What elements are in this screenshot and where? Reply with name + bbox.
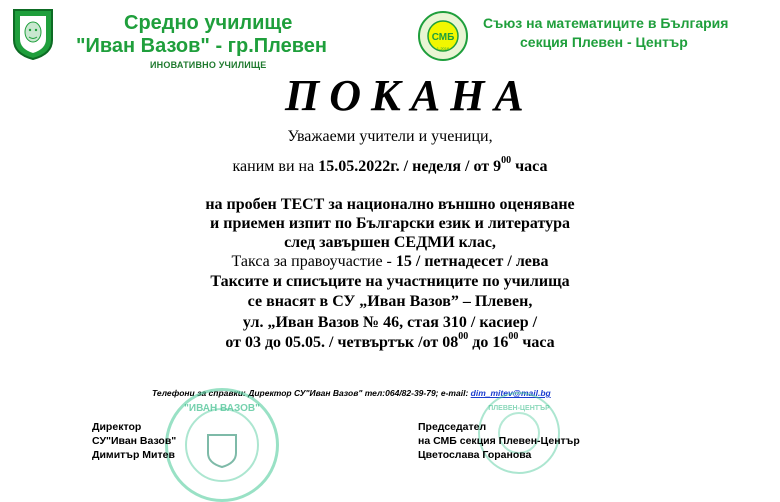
email-link[interactable]: dim_mitev@mail.bg [470,388,551,398]
school-logo [12,6,54,60]
director-signature-block [92,420,176,462]
hours-b: до 16 [468,334,509,351]
director-title: Директор [92,421,142,433]
smb-logo-year: 1-2016 [436,46,450,51]
body-line-payment: се внасят в СУ „Иван Вазов” – Плевен, [247,293,533,310]
hours-a: от 03 до 05.05. / четвъртък /от 08 [225,334,459,351]
greeting: Уважаеми учители и ученици, [287,128,493,145]
fee-line [0,253,780,271]
invite-hour-sup: 00 [501,155,512,166]
director-name: Димитър Митев [92,449,175,461]
union-name-line2: секция Плевен - Център [520,34,688,50]
document-title: ПОКАНА [285,71,534,120]
hours-sup1: 00 [458,331,469,342]
body-line-hours [0,331,780,352]
school-stamp [165,388,279,502]
body-line-grade: след завършен СЕДМИ клас, [284,234,496,251]
chair-section: на СМБ секция Плевен-Център [418,435,580,447]
fee-value: 15 / петнадесет / лева [395,253,549,270]
invite-prefix: каним ви на [232,158,319,175]
body-line-address: ул. „Иван Вазов № 46, стая 310 / касиер / [242,314,538,331]
smb-logo [417,10,469,62]
hours-sup2: 00 [508,331,519,342]
chair-title: Председател [418,421,487,433]
invite-mid: / неделя / от 9 [399,158,502,175]
hours-c: часа [518,334,555,351]
body-line-exam: и приемен изпит по Български език и литература [210,215,570,232]
event-date: 15.05.2022г. [318,158,400,175]
chair-name: Цветослава Горанова [418,449,532,461]
body-line-fees: Таксите и списъците на участниците по училища [210,273,570,290]
innovative-school-label: ИНОВАТИВНО УЧИЛИЩЕ [150,60,267,70]
smb-logo-text: СМБ [431,32,455,43]
chair-signature-block [418,420,580,462]
fee-prefix: Такса за правоучастие - [231,253,396,270]
invite-line [0,155,780,176]
school-name-line1: Средно училище [124,12,293,34]
director-school: СУ"Иван Вазов" [92,435,177,447]
body-line-test: на пробен ТЕСТ за национално външно оценяване [205,196,575,213]
school-stamp-text: "ИВАН ВАЗОВ" [184,403,260,414]
school-name-line2: "Иван Вазов" - гр.Плевен [76,35,327,57]
union-stamp-text: ПЛЕВЕН-ЦЕНТЪР [488,405,550,412]
invite-suffix: часа [511,158,548,175]
union-name-line1: Съюз на математиците в България [483,15,729,31]
phones-text: Телефони за справки: Директор СУ"Иван Вазов" тел:064/82-39-79; e-mail: [152,388,471,398]
